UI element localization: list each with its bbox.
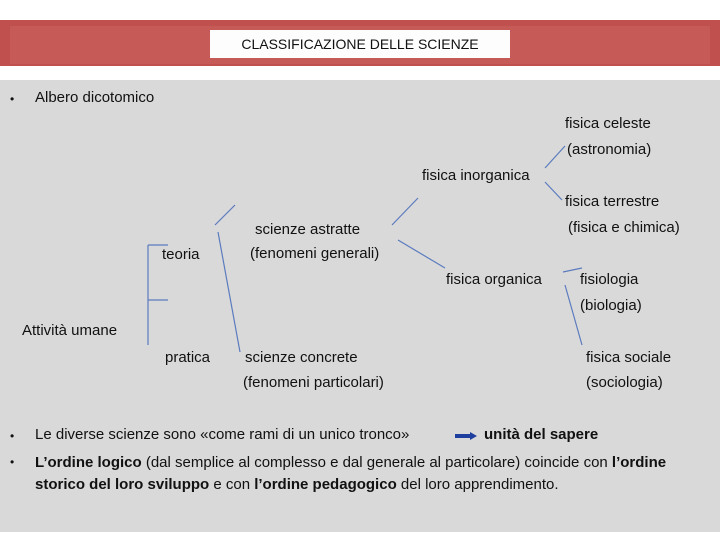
connector-organica-sociale [565,285,582,345]
connector-astratte-organica [398,240,445,268]
node-fisica-terrestre-sub: (fisica e chimica) [568,219,680,236]
connector-teoria-astratte [215,205,235,225]
node-fisica-organica: fisica organica [446,271,542,288]
node-fisica-terrestre: fisica terrestre [565,193,660,210]
connector-astratte-inorganica [392,198,418,225]
slide-title: CLASSIFICAZIONE DELLE SCIENZE [241,36,479,52]
connector-inorganica-celeste [545,146,565,168]
node-fisiologia: fisiologia [580,271,639,288]
bullet-dot: • [10,429,15,443]
tree-heading: Albero dicotomico [35,89,155,106]
node-scienze-concrete-sub: (fenomeni particolari) [243,374,384,391]
node-fisica-sociale: fisica sociale [586,349,672,366]
node-fisica-celeste: fisica celeste [565,115,651,132]
node-fisica-inorganica: fisica inorganica [422,167,530,184]
node-scienze-concrete: scienze concrete [245,349,358,366]
node-pratica: pratica [165,349,211,366]
ordine-pedagogico-term: l’ordine pedagogico [254,476,397,493]
bullet-dot: • [10,92,15,106]
right-arrow-icon [455,432,477,440]
bullet-2-connector: e con [209,476,255,493]
bullet-2-middle: (dal semplice al complesso e dal generale al particolare) coincide con [141,454,612,471]
bullet-1-result: unità del sapere [484,426,599,443]
connector-inorganica-terrestre [545,182,562,200]
node-fisica-celeste-sub: (astronomia) [567,141,652,158]
bullet-dot: • [10,455,15,469]
node-fisiologia-sub: (biologia) [580,297,642,314]
node-attivita-umane: Attività umane [22,322,118,339]
node-scienze-astratte: scienze astratte [255,221,361,238]
ordine-storico-term: storico del loro sviluppo [35,476,210,493]
bullet-1-text: Le diverse scienze sono «come rami di un unico tronco» [35,426,410,443]
node-fisica-sociale-sub: (sociologia) [586,374,663,391]
bullet-2-end: del loro apprendimento. [396,476,559,493]
bullet-2-text [35,452,715,496]
node-teoria: teoria [162,246,200,263]
node-scienze-astratte-sub: (fenomeni generali) [250,245,380,262]
ordine-term: l’ordine [611,454,667,471]
ordine-logico-term: L’ordine logico [35,454,142,471]
connector-teoria-concrete [218,232,240,352]
